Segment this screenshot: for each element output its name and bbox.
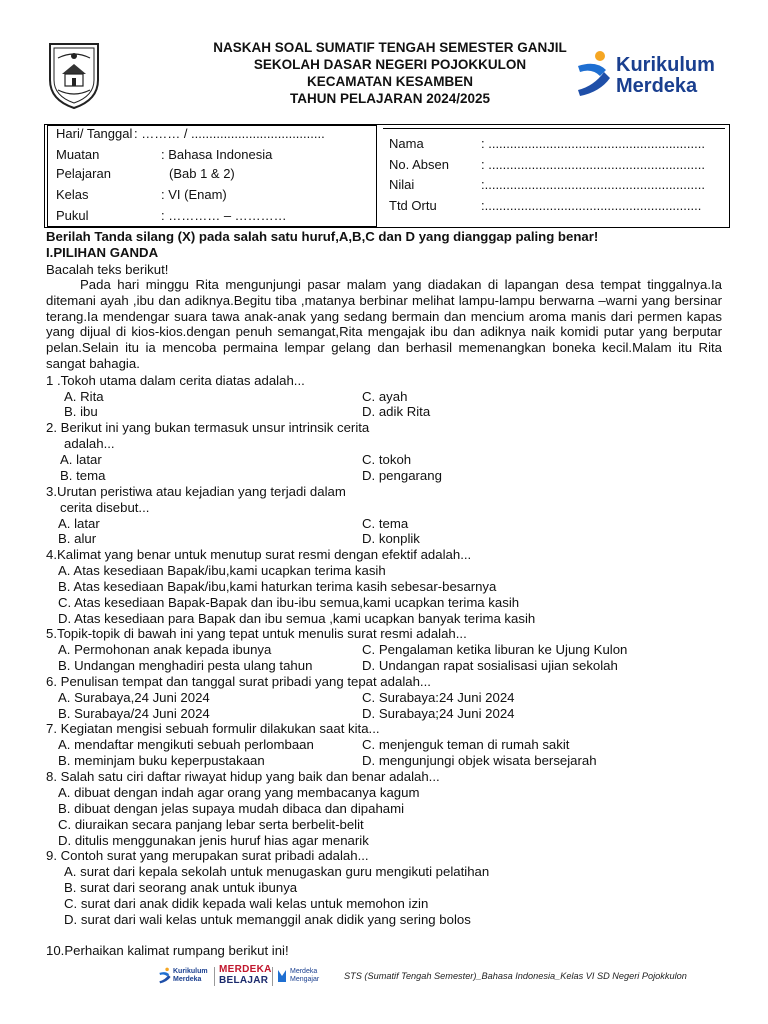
student-identity-panel	[383, 128, 725, 225]
footer-mengajar-icon	[276, 968, 288, 984]
q7-option-b[interactable]: B. meminjam buku keperpustakaan	[58, 753, 265, 768]
question-1: 1 .Tokoh utama dalam cerita diatas adalah...	[46, 373, 305, 388]
footer-logo3-line1: Merdeka	[290, 968, 318, 975]
q2-option-b[interactable]: B. tema	[60, 468, 106, 483]
header-title-line-1: NASKAH SOAL SUMATIF TENGAH SEMESTER GANJIL	[213, 40, 567, 55]
footer-logo2-line2: BELAJAR	[219, 975, 269, 986]
footer-logo1-line2: Merdeka	[173, 976, 202, 983]
q1-option-b[interactable]: B. ibu	[64, 404, 98, 419]
q8-option-d[interactable]: D. ditulis menggunakan jenis huruf hias agar menarik	[58, 833, 369, 848]
label-nilai: Nilai	[389, 177, 415, 192]
logo-text-kurikulum: Kurikulum	[616, 54, 715, 76]
label-no-absen: No. Absen	[389, 157, 449, 172]
q4-option-b[interactable]: B. Atas kesediaan Bapak/ibu,kami haturkan terima kasih sebesar-besarnya	[58, 579, 497, 594]
q4-option-a[interactable]: A. Atas kesediaan Bapak/ibu,kami ucapkan terima kasih	[58, 563, 386, 578]
q9-option-b[interactable]: B. surat dari seorang anak untuk ibunya	[64, 880, 298, 895]
footer-note: STS (Sumatif Tengah Semester)_Bahasa Indonesia_Kelas VI SD Negeri Pojokkulon	[344, 971, 687, 981]
label-pukul: Pukul	[56, 208, 89, 223]
question-4: 4.Kalimat yang benar untuk menutup surat resmi dengan efektif adalah...	[46, 547, 472, 562]
footer-logo1-line1: Kurikulum	[173, 968, 208, 975]
q6-option-c[interactable]: C. Surabaya:24 Juni 2024	[362, 690, 515, 705]
instruction-text: Berilah Tanda silang (X) pada salah satu huruf,A,B,C dan D yang dianggap paling benar!	[46, 229, 599, 244]
q3-option-c[interactable]: C. tema	[362, 516, 409, 531]
footer-divider-2	[272, 967, 273, 986]
q7-option-c[interactable]: C. menjenguk teman di rumah sakit	[362, 737, 570, 752]
q2-option-d[interactable]: D. pengarang	[362, 468, 442, 483]
section-title: I.PILIHAN GANDA	[46, 245, 159, 260]
reading-prompt: Bacalah teks berikut!	[46, 262, 169, 277]
header-title-line-2: SEKOLAH DASAR NEGERI POJOKKULON	[253, 57, 527, 72]
value-no-absen[interactable]: : ............................................................	[481, 157, 705, 172]
label-muatan: Muatan	[56, 147, 100, 162]
student-info-box	[44, 124, 730, 228]
question-3: 3.Urutan peristiwa atau kejadian yang terjadi dalam	[46, 484, 346, 499]
q2-option-a[interactable]: A. latar	[60, 452, 102, 467]
question-10: 10.Perhaikan kalimat rumpang berikut ini!	[46, 943, 289, 958]
label-nama: Nama	[389, 136, 424, 151]
q3-option-d[interactable]: D. konplik	[362, 531, 420, 546]
value-hari-tanggal: : ……… / .....................................	[134, 126, 325, 141]
q4-option-c[interactable]: C. Atas kesediaan Bapak-Bapak dan ibu-ibu semua,kami ucapkan terima kasih	[58, 595, 520, 610]
q5-option-a[interactable]: A. Permohonan anak kepada ibunya	[58, 642, 272, 657]
question-7: 7. Kegiatan mengisi sebuah formulir dilakukan saat kita...	[46, 721, 380, 736]
value-muatan: : Bahasa Indonesia	[161, 147, 273, 162]
q3-option-b[interactable]: B. alur	[58, 531, 97, 546]
q8-option-a[interactable]: A. dibuat dengan indah agar orang yang membacanya kagum	[58, 785, 420, 800]
q7-option-a[interactable]: A. mendaftar mengikuti sebuah perlombaan	[58, 737, 314, 752]
q9-option-c[interactable]: C. surat dari anak didik kepada wali kelas untuk memohon izin	[64, 896, 429, 911]
footer-logo3-line2: Mengajar	[290, 976, 320, 983]
header-title-line-4: TAHUN PELAJARAN 2024/2025	[289, 91, 491, 106]
footer-kurikulum-logo	[158, 966, 212, 986]
kurikulum-merdeka-icon	[574, 50, 614, 100]
q8-option-c[interactable]: C. diuraikan secara panjang lebar serta berbelit-belit	[58, 817, 364, 832]
value-ttd-ortu[interactable]: :............................................................	[481, 198, 702, 213]
q1-option-a[interactable]: A. Rita	[64, 389, 104, 404]
value-pukul: : ………… – …………	[161, 208, 287, 223]
label-hari-tanggal: Hari/ Tanggal	[56, 126, 133, 141]
value-pelajaran: (Bab 1 & 2)	[169, 166, 235, 181]
q1-option-c[interactable]: C. ayah	[362, 389, 408, 404]
question-6: 6. Penulisan tempat dan tanggal surat pribadi yang tepat adalah...	[46, 674, 431, 689]
q9-option-d[interactable]: D. surat dari wali kelas untuk memanggil anak didik yang sering bolos	[64, 912, 471, 927]
question-2: 2. Berikut ini yang bukan termasuk unsur intrinsik cerita	[46, 420, 370, 435]
q5-option-d[interactable]: D. Undangan rapat sosialisasi ujian sekolah	[362, 658, 618, 673]
footer-logo2-line1: MERDEKA	[219, 964, 272, 975]
q6-option-d[interactable]: D. Surabaya;24 Juni 2024	[362, 706, 515, 721]
value-nilai[interactable]: :.............................................................	[481, 177, 705, 192]
question-8: 8. Salah satu ciri daftar riwayat hidup yang baik dan benar adalah...	[46, 769, 440, 784]
kurikulum-merdeka-logo	[574, 50, 734, 100]
q9-option-a[interactable]: A. surat dari kepala sekolah untuk menugaskan guru mengikuti pelatihan	[64, 864, 490, 879]
label-pelajaran: Pelajaran	[56, 166, 111, 181]
footer-merdeka-belajar-logo	[219, 964, 272, 988]
q1-option-d[interactable]: D. adik Rita	[362, 404, 431, 419]
question-5: 5.Topik-topik di bawah ini yang tepat untuk menulis surat resmi adalah...	[46, 626, 467, 641]
footer-kurikulum-icon	[158, 967, 172, 985]
q6-option-a[interactable]: A. Surabaya,24 Juni 2024	[58, 690, 210, 705]
logo-text-merdeka: Merdeka	[616, 75, 698, 97]
label-kelas: Kelas	[56, 187, 89, 202]
reading-passage: Pada hari minggu Rita mengunjungi pasar malam yang diadakan di lapangan desa tempat tinggalnya.Ia ditemani ayah ,ibu dan adiknya.Begitu tiba ,matanya berbinar melihat lampu-lampu berwarna –warni yang bersinar terang.Ia mendengar suara tawa anak-anak yang sedang bermain dan mencium aroma manis dari permen kapas yang dijual di kios-kios.dengan penuh semangat,Rita mengajak ibu dan adiknya naik komidi putar yang berputar pelan.Selain itu ia mencoba permaina lempar gelang dan berhasil memenangkan boneka kecil.Malam itu Rita sangat bahagia.	[46, 277, 722, 371]
q5-option-c[interactable]: C. Pengalaman ketika liburan ke Ujung Kulon	[362, 642, 628, 657]
q8-option-b[interactable]: B. dibuat dengan jelas supaya mudah dibaca dan dipahami	[58, 801, 405, 816]
label-ttd-ortu: Ttd Ortu	[389, 198, 437, 213]
value-kelas: : VI (Enam)	[161, 187, 227, 202]
question-9: 9. Contoh surat yang merupakan surat pribadi adalah...	[46, 848, 369, 863]
q6-option-b[interactable]: B. Surabaya/24 Juni 2024	[58, 706, 210, 721]
q3-option-a[interactable]: A. latar	[58, 516, 100, 531]
exam-info-panel	[47, 125, 377, 227]
footer-divider-1	[214, 967, 215, 986]
q4-option-d[interactable]: D. Atas kesediaan para Bapak dan ibu semua ,kami ucapkan banyak terima kasih	[58, 611, 536, 626]
footer-merdeka-mengajar-logo	[276, 966, 336, 986]
regency-emblem	[44, 40, 104, 110]
question-3-cont: cerita disebut...	[60, 500, 150, 515]
q5-option-b[interactable]: B. Undangan menghadiri pesta ulang tahun	[58, 658, 313, 673]
q2-option-c[interactable]: C. tokoh	[362, 452, 412, 467]
value-nama[interactable]: : ............................................................	[481, 136, 705, 151]
header-title-line-3: KECAMATAN KESAMBEN	[307, 74, 473, 89]
question-2-cont: adalah...	[64, 436, 115, 451]
q7-option-d[interactable]: D. mengunjungi objek wisata bersejarah	[362, 753, 597, 768]
